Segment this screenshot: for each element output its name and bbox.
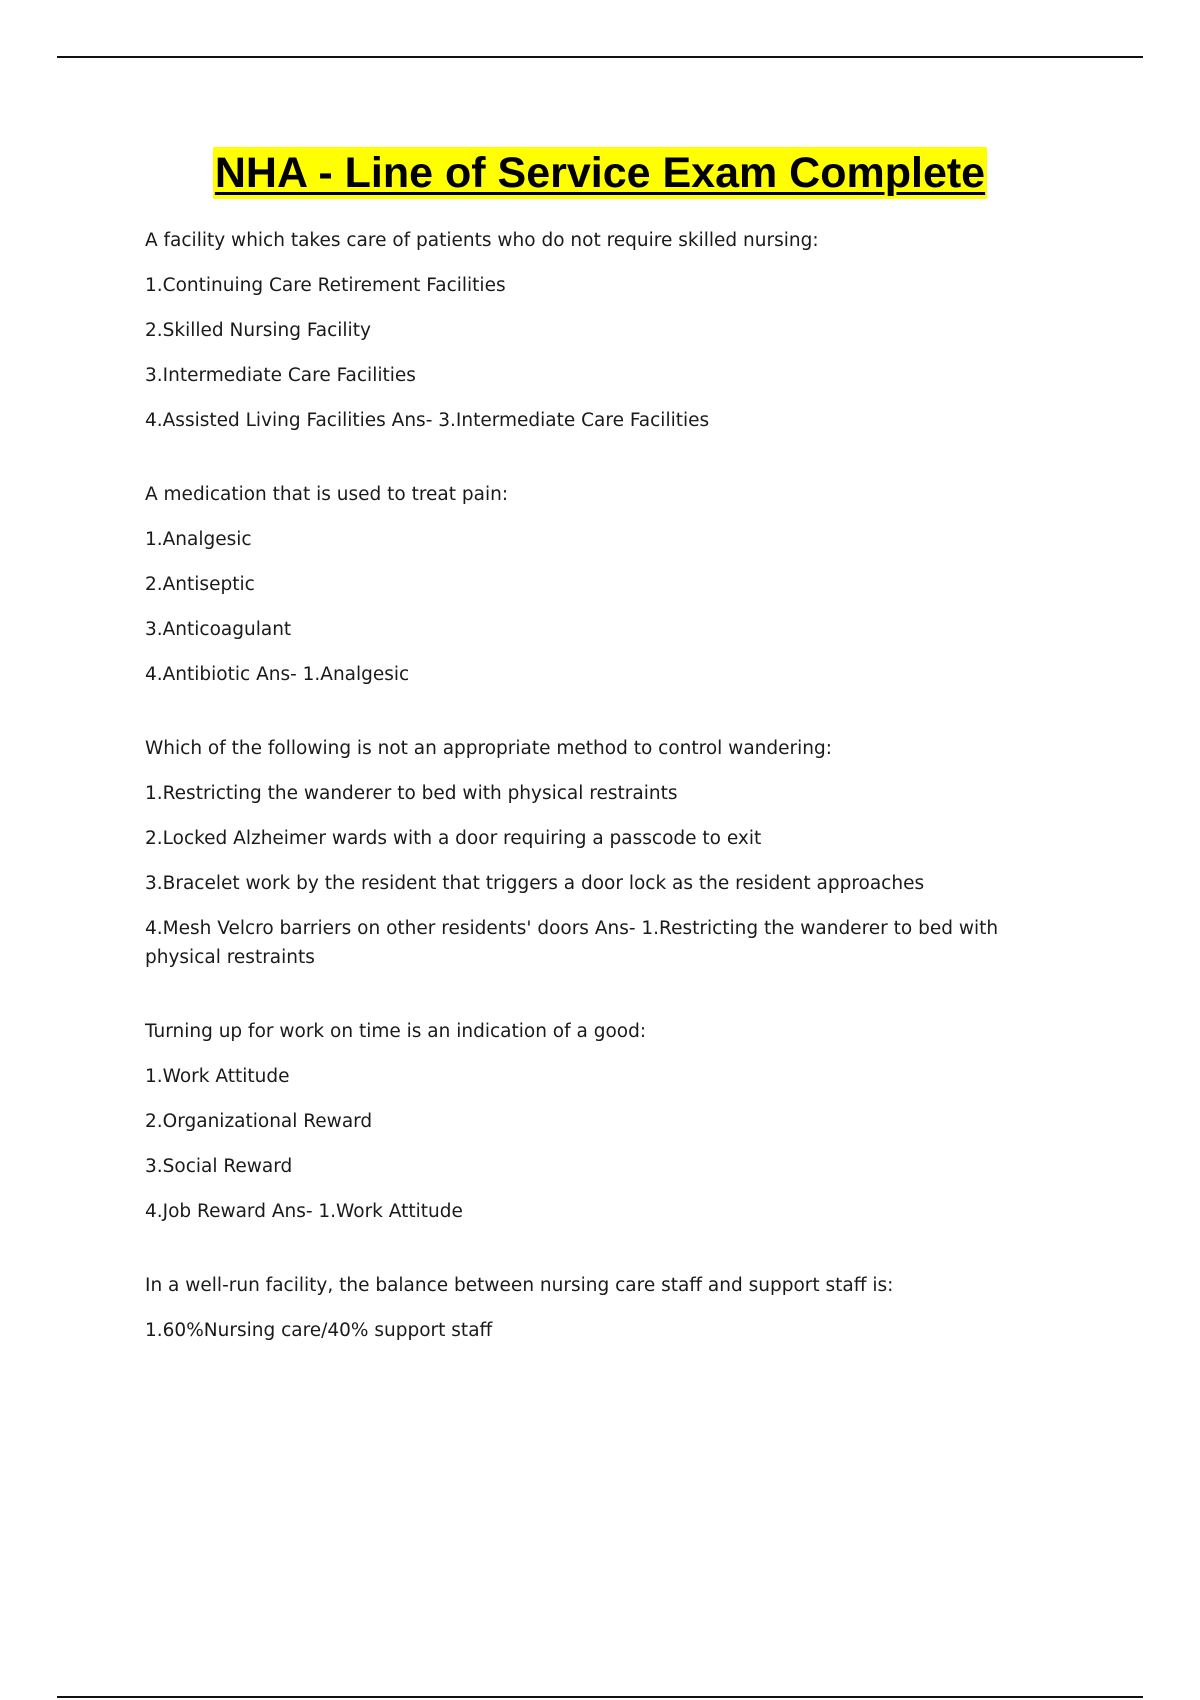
question-prompt: Turning up for work on time is an indication of a good: [145,1021,647,1042]
question-prompt: Which of the following is not an appropriate method to control wandering: [145,738,832,759]
question-option: 1.60%Nursing care/40% support staff [145,1320,493,1341]
question-block-1 [145,226,1075,435]
question-option: 1.Restricting the wanderer to bed with physical restraints [145,783,678,804]
question-block-4 [145,1017,1075,1226]
question-option: 2.Organizational Reward [145,1111,373,1132]
question-block-3 [145,734,1075,972]
bottom-rule [57,1696,1143,1698]
question-option: 3.Bracelet work by the resident that triggers a door lock as the resident approaches [145,873,925,894]
question-prompt: A medication that is used to treat pain: [145,484,509,505]
question-block-2 [145,480,1075,689]
question-block-5 [145,1271,1075,1345]
question-option: 3.Social Reward [145,1156,293,1177]
question-option-with-answer: 4.Assisted Living Facilities Ans- 3.Intermediate Care Facilities [145,410,710,431]
question-option-with-answer: 4.Job Reward Ans- 1.Work Attitude [145,1201,463,1222]
question-option: 1.Analgesic [145,529,252,550]
title-container [0,147,1200,199]
question-option: 2.Skilled Nursing Facility [145,320,371,341]
question-option: 2.Antiseptic [145,574,255,595]
question-option: 1.Work Attitude [145,1066,290,1087]
question-prompt: A facility which takes care of patients who do not require skilled nursing: [145,230,819,251]
question-prompt: In a well-run facility, the balance between nursing care staff and support staff is: [145,1275,894,1296]
document-body [145,226,1075,1390]
question-option-with-answer: 4.Mesh Velcro barriers on other residents' doors Ans- 1.Restricting the wanderer to bed with physical restraints [145,918,999,968]
question-option: 3.Intermediate Care Facilities [145,365,416,386]
document-title: NHA - Line of Service Exam Complete [214,149,986,197]
question-option: 1.Continuing Care Retirement Facilities [145,275,506,296]
top-rule [57,56,1143,58]
question-option: 2.Locked Alzheimer wards with a door requiring a passcode to exit [145,828,762,849]
question-option: 3.Anticoagulant [145,619,292,640]
question-option-with-answer: 4.Antibiotic Ans- 1.Analgesic [145,664,410,685]
